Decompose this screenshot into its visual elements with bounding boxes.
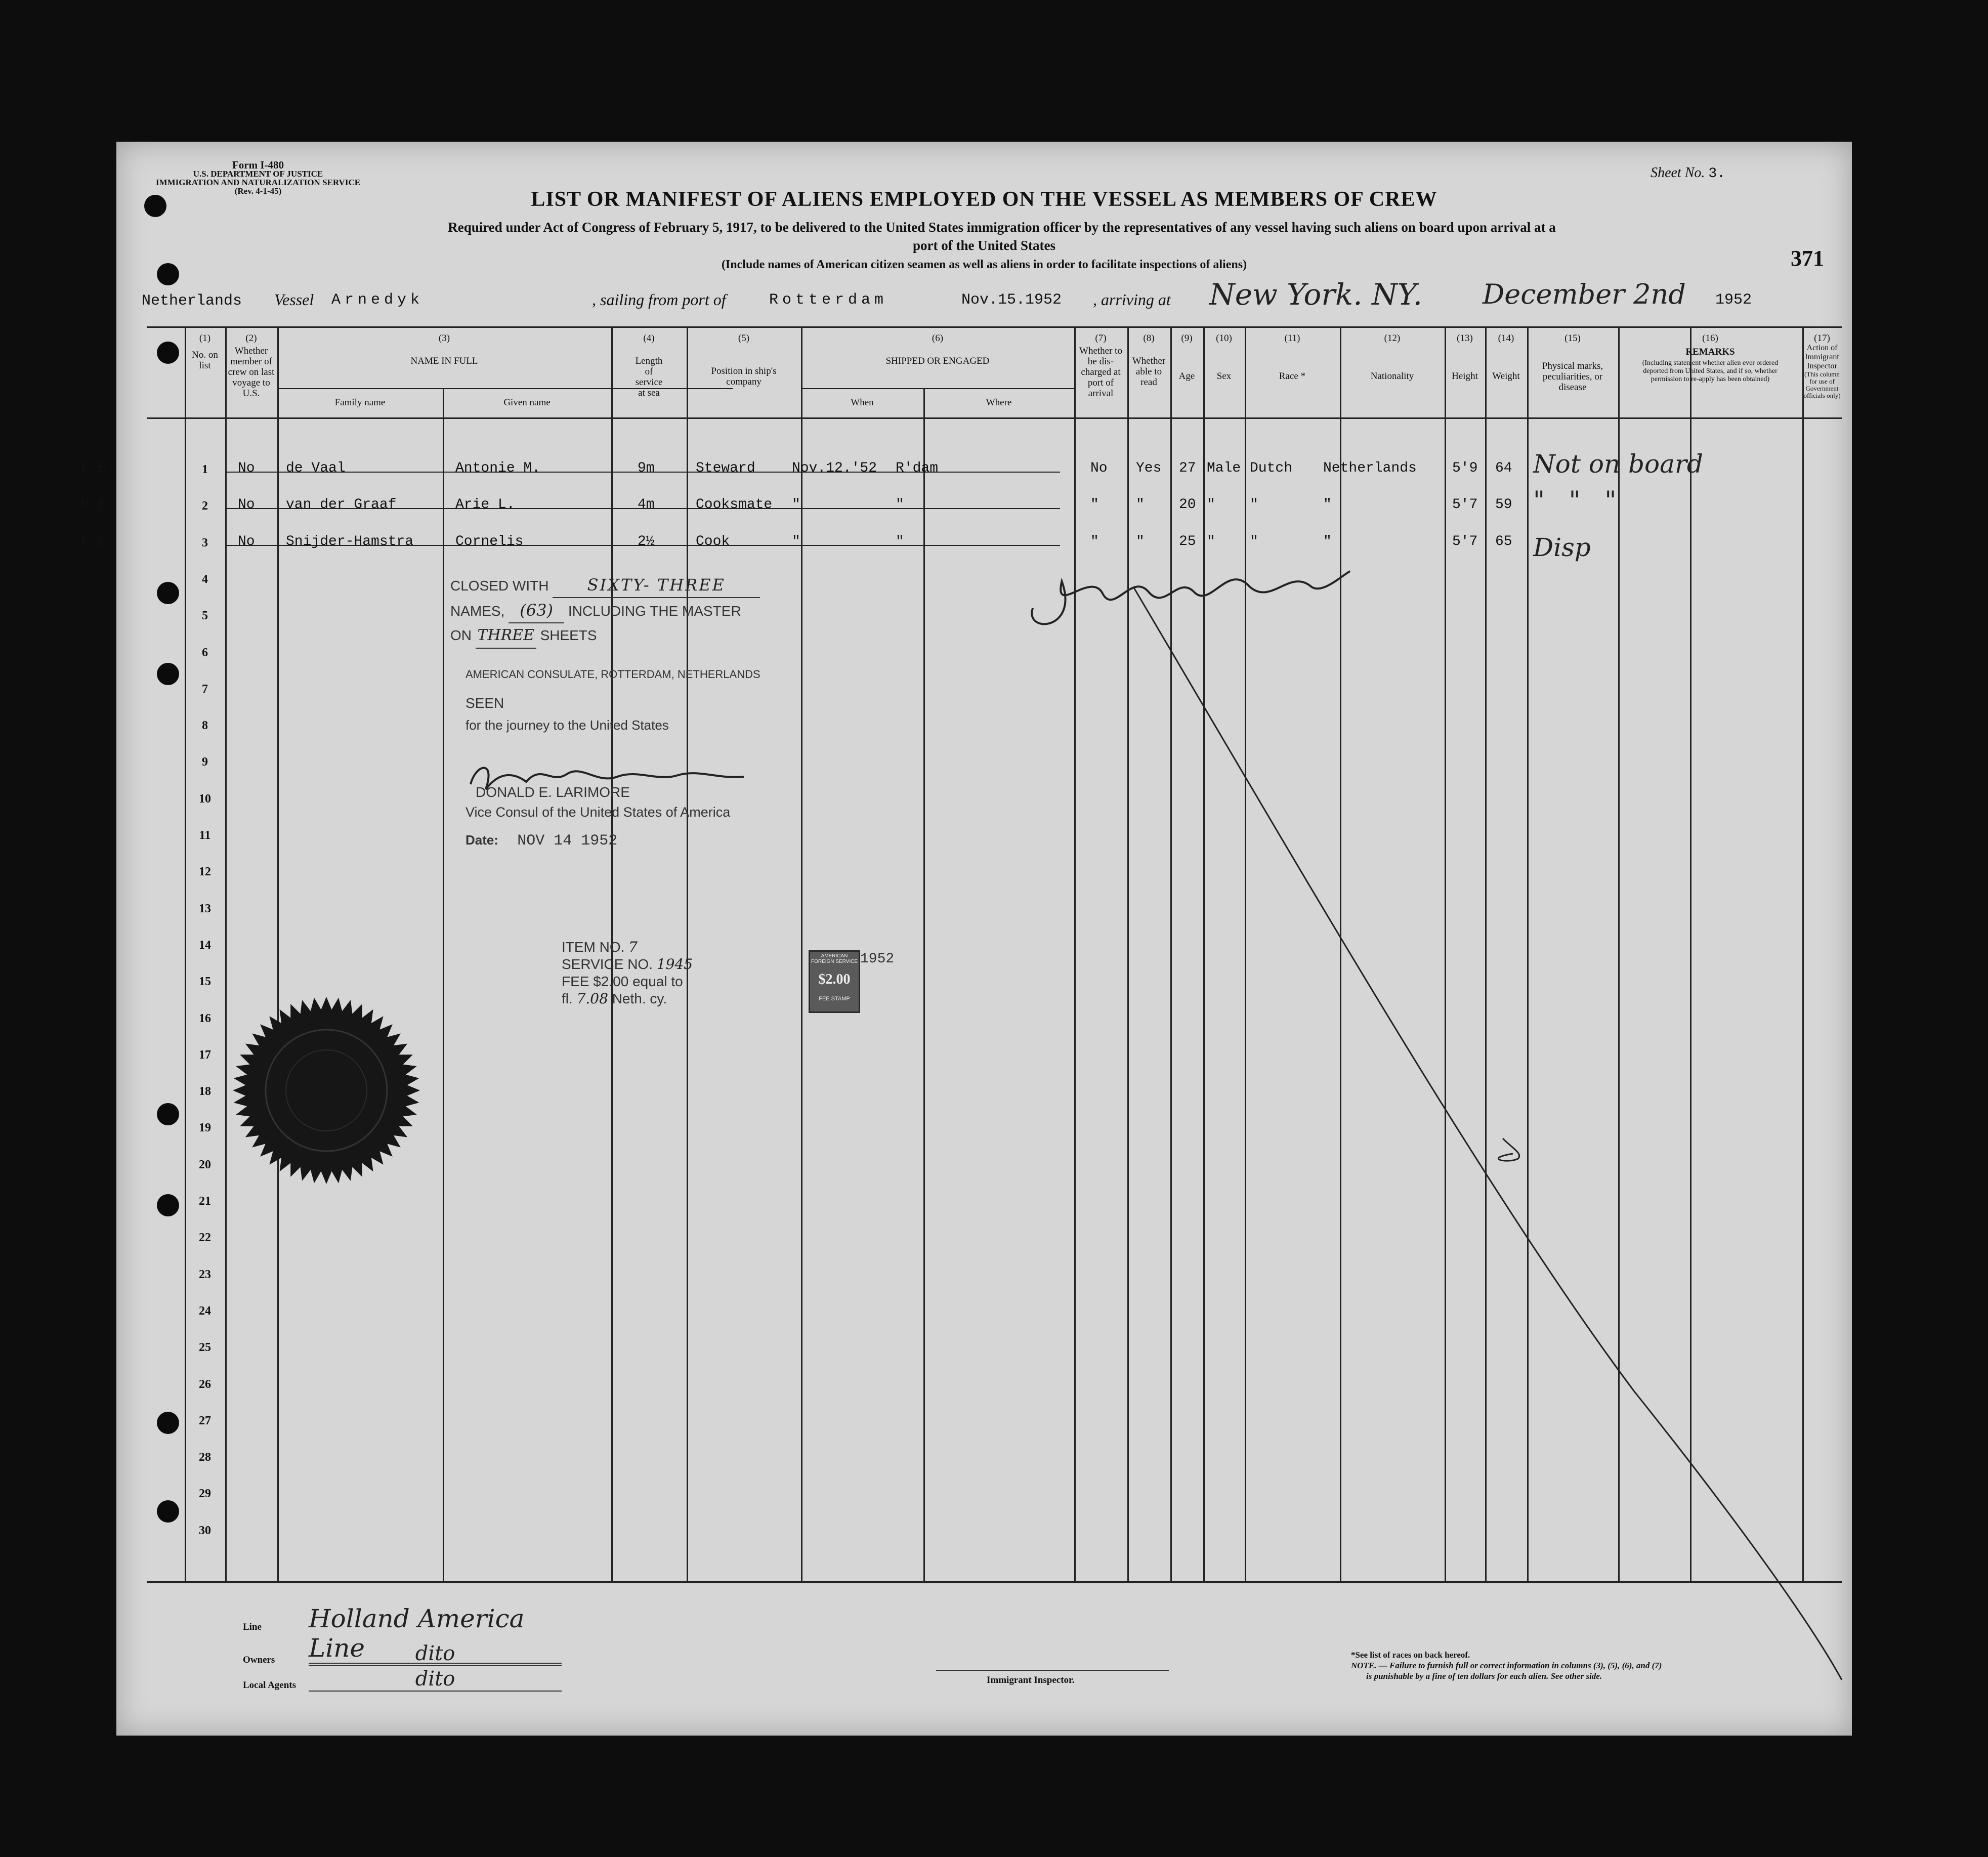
sex: Male <box>1207 460 1241 476</box>
col-8-number: (8) <box>1143 333 1155 344</box>
col-5-header <box>687 333 801 387</box>
inspector-signature-line <box>936 1670 1169 1671</box>
nationality: " <box>1323 497 1332 513</box>
row-number: 15 <box>199 975 211 989</box>
punch-hole <box>157 263 179 285</box>
col-7-header <box>1074 333 1127 399</box>
subtitle-2: port of the United States <box>913 238 1055 253</box>
closing-line-3 <box>450 623 760 649</box>
height: 5'7 <box>1452 497 1478 513</box>
sheet-value: 3. <box>1708 166 1725 182</box>
row-number: 12 <box>199 865 211 879</box>
vessel-label: Vessel <box>274 290 314 309</box>
col-4-header <box>611 333 687 398</box>
agency-line-2: IMMIGRATION AND NATURALIZATION SERVICE <box>155 178 361 187</box>
row-number: 21 <box>199 1195 211 1208</box>
row-number: 5 <box>202 609 208 623</box>
row-number: 23 <box>199 1268 211 1281</box>
col-12-number: (12) <box>1384 333 1401 344</box>
fl-row <box>562 990 693 1007</box>
arrival-place: New York. NY. <box>1209 277 1423 312</box>
row-number: 13 <box>199 902 211 915</box>
col-16-number: (16) <box>1702 333 1718 344</box>
col-3-label: NAME IN FULL <box>410 356 478 366</box>
punch-hole <box>157 1103 179 1125</box>
col-12-label: Nationality <box>1370 371 1414 382</box>
revision: (Rev. 4-1-45) <box>234 186 282 196</box>
col-7-number: (7) <box>1095 333 1107 344</box>
row-number: 20 <box>199 1158 211 1171</box>
subtitle-1: Required under Act of Congress of February 5, 1917, to be delivered to the United States immigration officer by the representatives of any vessel having such aliens on board upon arrival at a <box>448 220 1556 235</box>
arrival-year: 1952 <box>1715 291 1752 309</box>
journey-text: for the journey to the United States <box>466 718 669 733</box>
shipped-when-header: When <box>851 397 874 408</box>
crew-previous-voyage: No <box>238 497 255 513</box>
col-10-number: (10) <box>1216 333 1232 344</box>
departure-port: Rotterdam <box>769 291 888 309</box>
length-of-service: 4m <box>638 497 655 513</box>
col-8-header <box>1127 333 1170 388</box>
row-number: 26 <box>199 1377 211 1391</box>
discharge-at-port: " <box>1090 533 1099 550</box>
remarks: " " " <box>1533 486 1617 516</box>
col-17-note: (This column for use of Government officials only) <box>1803 370 1841 399</box>
col-14-header <box>1485 333 1527 382</box>
footer-notes <box>1351 1650 1662 1681</box>
age: 27 <box>1179 460 1196 476</box>
col-10-label: Sex <box>1216 371 1232 382</box>
col-15-number: (15) <box>1564 333 1581 344</box>
punch-hole <box>157 582 179 604</box>
length-of-service: 2½ <box>638 533 655 550</box>
position: Cooksmate <box>696 497 773 513</box>
line-value: Holland America Line <box>309 1604 562 1664</box>
sheet-number <box>1651 165 1725 182</box>
row-number: 19 <box>199 1121 211 1135</box>
row-mark: P.E. <box>81 497 115 513</box>
col-5-label: Position in ship's company <box>711 366 777 387</box>
row-number: 22 <box>199 1231 211 1245</box>
sex: " <box>1207 497 1215 513</box>
weight: 65 <box>1495 533 1512 550</box>
col-divider <box>1074 326 1076 1581</box>
shipped-where: R'dam <box>896 460 939 476</box>
closed-with-label: CLOSED WITH <box>450 578 549 594</box>
col-16-header <box>1618 333 1802 384</box>
local-agents-value: dito <box>309 1667 562 1692</box>
weight: 59 <box>1495 497 1512 513</box>
given-name-header: Given name <box>503 397 551 408</box>
page-number: 371 <box>1791 246 1824 271</box>
col-2-number: (2) <box>245 333 257 344</box>
fl-amount: 7.08 <box>576 990 608 1007</box>
family-name: van der Graaf <box>286 497 397 513</box>
cancellation-line <box>1128 582 1847 1685</box>
header-bottom-border <box>147 417 1842 419</box>
col-divider <box>443 388 444 1581</box>
fee-stamp <box>562 939 693 1007</box>
consul-date: NOV 14 1952 <box>517 832 618 850</box>
consulate-stamp <box>466 668 760 733</box>
col-divider <box>923 388 925 1581</box>
owners-value: dito <box>309 1642 562 1666</box>
punch-hole <box>157 1194 179 1216</box>
col-17-label: Action of Immigrant Inspector <box>1805 344 1839 370</box>
punch-hole <box>157 342 179 364</box>
revenue-stamp-bottom: FEE STAMP <box>819 996 850 1002</box>
sheets-label: SHEETS <box>540 627 597 643</box>
names-label: NAMES, <box>450 603 505 619</box>
row-number: 24 <box>199 1304 211 1318</box>
weight: 64 <box>1495 460 1512 476</box>
row-number: 3 <box>202 536 208 550</box>
sheets-count: THREE <box>476 623 536 649</box>
given-name: Antonie M. <box>455 460 541 476</box>
height: 5'7 <box>1452 533 1478 550</box>
col-13-number: (13) <box>1457 333 1473 344</box>
revenue-stamp-amount: $2.00 <box>818 972 851 987</box>
manifest-sheet <box>81 142 1852 1736</box>
age: 20 <box>1179 497 1196 513</box>
consul-date-row <box>466 832 617 850</box>
form-number: Form I-480 <box>232 159 284 171</box>
col-15-label: Physical marks, peculiarities, or disease <box>1542 361 1603 393</box>
age: 25 <box>1179 533 1196 550</box>
race: " <box>1250 497 1258 513</box>
line-label: Line <box>243 1622 262 1632</box>
family-name: de Vaal <box>286 460 346 476</box>
col-1-number: (1) <box>199 333 211 344</box>
col-11-label: Race * <box>1279 371 1306 382</box>
row-number: 29 <box>199 1487 211 1501</box>
col-16-note: (Including statement whether alien ever ordered deported from United States, and if so, whether permission to re-apply has been obtained) <box>1642 359 1779 383</box>
col-5-number: (5) <box>738 333 750 344</box>
closed-count-number: (63) <box>509 598 564 623</box>
subtitle-3: (Include names of American citizen seamen as well as aliens in order to facilitate inspections of aliens) <box>721 258 1247 271</box>
row-number: 10 <box>199 792 211 806</box>
col-3-number: (3) <box>438 333 450 344</box>
neth-currency: Neth. cy. <box>612 991 667 1006</box>
fee-line: FEE $2.00 equal to <box>562 974 683 989</box>
col-1-header <box>185 333 225 371</box>
row-number: 6 <box>202 646 208 659</box>
date-label: Date: <box>466 832 499 848</box>
row-mark: P.E. <box>81 460 115 476</box>
item-number: 7 <box>628 939 638 955</box>
col-9-number: (9) <box>1181 333 1193 344</box>
col-6-label: SHIPPED OR ENGAGED <box>885 356 990 366</box>
punch-hole <box>157 1412 179 1434</box>
col-6-header <box>801 333 1074 366</box>
col-14-number: (14) <box>1498 333 1514 344</box>
service-number: 1945 <box>656 956 693 973</box>
col-divider <box>801 326 802 1581</box>
local-agents-label: Local Agents <box>243 1680 297 1691</box>
sailing-label: , sailing from port of <box>592 290 726 309</box>
country: Netherlands <box>142 292 242 310</box>
punch-hole <box>157 663 179 685</box>
crew-previous-voyage: No <box>238 460 255 476</box>
inspector-label: Immigrant Inspector. <box>987 1675 1075 1685</box>
penalty-note-2: is punishable by a fine of ten dollars for each alien. See other side. <box>1366 1671 1602 1681</box>
closing-line-2 <box>450 598 760 623</box>
row-number: 4 <box>202 572 208 586</box>
table-top-border <box>147 326 1842 328</box>
col-10-header <box>1203 333 1245 382</box>
col-4-label: Length of service at sea <box>635 356 663 398</box>
given-name: Cornelis <box>455 533 524 550</box>
col-9-label: Age <box>1178 371 1195 382</box>
closed-count-words: SIXTY- THREE <box>553 573 760 598</box>
seen-label: SEEN <box>466 695 504 711</box>
shipped-where: " <box>896 533 904 550</box>
col-1-label: No. on list <box>192 350 218 371</box>
punch-hole <box>144 195 166 217</box>
arrival-date: December 2nd <box>1483 278 1686 310</box>
row-number: 1 <box>202 463 208 476</box>
col-13-label: Height <box>1452 371 1478 382</box>
length-of-service: 9m <box>638 460 655 476</box>
fl-label: fl. <box>562 991 573 1006</box>
race: Dutch <box>1250 460 1293 476</box>
item-row <box>562 939 693 956</box>
col-13-header <box>1445 333 1485 382</box>
col-2-label: Whether member of crew on last voyage to U.S. <box>228 346 275 399</box>
row-number: 30 <box>199 1524 211 1537</box>
col-divider <box>185 326 186 1581</box>
punch-hole <box>157 1500 179 1523</box>
remarks: Not on board <box>1533 449 1703 479</box>
nationality: Netherlands <box>1323 460 1417 476</box>
remarks: Disp <box>1533 532 1591 562</box>
closing-line-1 <box>450 573 760 598</box>
position: Steward <box>696 460 755 476</box>
on-label: ON <box>450 627 472 643</box>
shipped-subheader-line <box>802 388 1075 389</box>
row-number: 16 <box>199 1011 211 1025</box>
service-row <box>562 956 693 973</box>
races-note: *See list of races on back hereof. <box>1351 1650 1470 1660</box>
given-name: Arie L. <box>455 497 515 513</box>
vessel-name: Arnedyk <box>331 291 424 309</box>
row-number: 8 <box>202 719 208 733</box>
row-number: 14 <box>199 938 211 952</box>
consul-name: DONALD E. LARIMORE <box>476 784 630 800</box>
col-17-header <box>1802 333 1842 399</box>
row-number: 9 <box>202 755 208 769</box>
col-4-number: (4) <box>643 333 655 344</box>
col-11-header <box>1245 333 1340 382</box>
shipped-when: " <box>792 533 800 550</box>
penalty-note: NOTE. — Failure to furnish full or correct information in columns (3), (5), (6), and (7) <box>1351 1661 1662 1670</box>
shipped-where-header: Where <box>986 397 1012 408</box>
page-title: LIST OR MANIFEST OF ALIENS EMPLOYED ON THE VESSEL AS MEMBERS OF CREW <box>531 188 1437 211</box>
able-to-read: Yes <box>1136 460 1162 476</box>
col-6-number: (6) <box>932 333 944 344</box>
departure-date: Nov.15.1952 <box>961 291 1062 309</box>
able-to-read: " <box>1136 533 1145 550</box>
including-master-label: INCLUDING THE MASTER <box>568 603 741 619</box>
discharge-at-port: " <box>1090 497 1099 513</box>
family-name: Snijder-Hamstra <box>286 533 414 550</box>
revenue-stamp-top: AMERICAN FOREIGN SERVICE <box>811 953 858 964</box>
arriving-label: , arriving at <box>1093 290 1171 309</box>
col-divider <box>277 326 279 1581</box>
sex: " <box>1207 533 1215 550</box>
consulate-name: AMERICAN CONSULATE, ROTTERDAM, NETHERLANDS <box>466 668 760 681</box>
agency-line-1: U.S. DEPARTMENT OF JUSTICE <box>193 169 323 179</box>
height: 5'9 <box>1452 460 1478 476</box>
family-name-header: Family name <box>334 397 386 408</box>
revenue-cancel-date: 1952 <box>860 951 895 967</box>
sheet-label: Sheet No. <box>1651 165 1705 181</box>
owners-label: Owners <box>243 1655 275 1665</box>
shipped-when: " <box>792 497 800 513</box>
crew-previous-voyage: No <box>238 533 255 550</box>
consul-title: Vice Consul of the United States of America <box>466 805 731 820</box>
col-14-label: Weight <box>1492 371 1520 382</box>
row-number: 7 <box>202 682 208 696</box>
col-7-label: Whether to be dis- charged at port of arrival <box>1079 346 1122 399</box>
row-number: 11 <box>199 829 211 842</box>
row-number: 25 <box>199 1341 211 1355</box>
consular-seal <box>230 994 422 1187</box>
row-number: 18 <box>199 1085 211 1099</box>
col-15-header <box>1527 333 1618 393</box>
col-9-header <box>1170 333 1203 382</box>
row-number: 17 <box>199 1048 211 1062</box>
col-16-label: REMARKS <box>1685 347 1735 357</box>
able-to-read: " <box>1136 497 1145 513</box>
col-17-number: (17) <box>1814 333 1830 344</box>
shipped-where: " <box>896 497 904 513</box>
revenue-stamp <box>809 950 860 1013</box>
row-number: 28 <box>199 1451 211 1464</box>
shipped-when: Nov.12.'52 <box>792 460 877 476</box>
col-2-header <box>225 333 277 399</box>
closing-stamp <box>450 573 760 649</box>
position: Cook <box>696 533 730 550</box>
race: " <box>1250 533 1258 550</box>
col-11-number: (11) <box>1284 333 1300 344</box>
service-label: SERVICE NO. <box>562 956 653 972</box>
row-number: 27 <box>199 1414 211 1427</box>
row-mark: P.E. <box>81 533 115 550</box>
item-label: ITEM NO. <box>562 939 625 955</box>
row-number: 2 <box>202 499 208 513</box>
col-divider <box>225 326 227 1581</box>
col-8-label: Whether able to read <box>1132 356 1166 388</box>
col-12-header <box>1340 333 1445 382</box>
nationality: " <box>1323 533 1332 550</box>
col-3-header <box>277 333 611 366</box>
discharge-at-port: No <box>1090 460 1108 476</box>
